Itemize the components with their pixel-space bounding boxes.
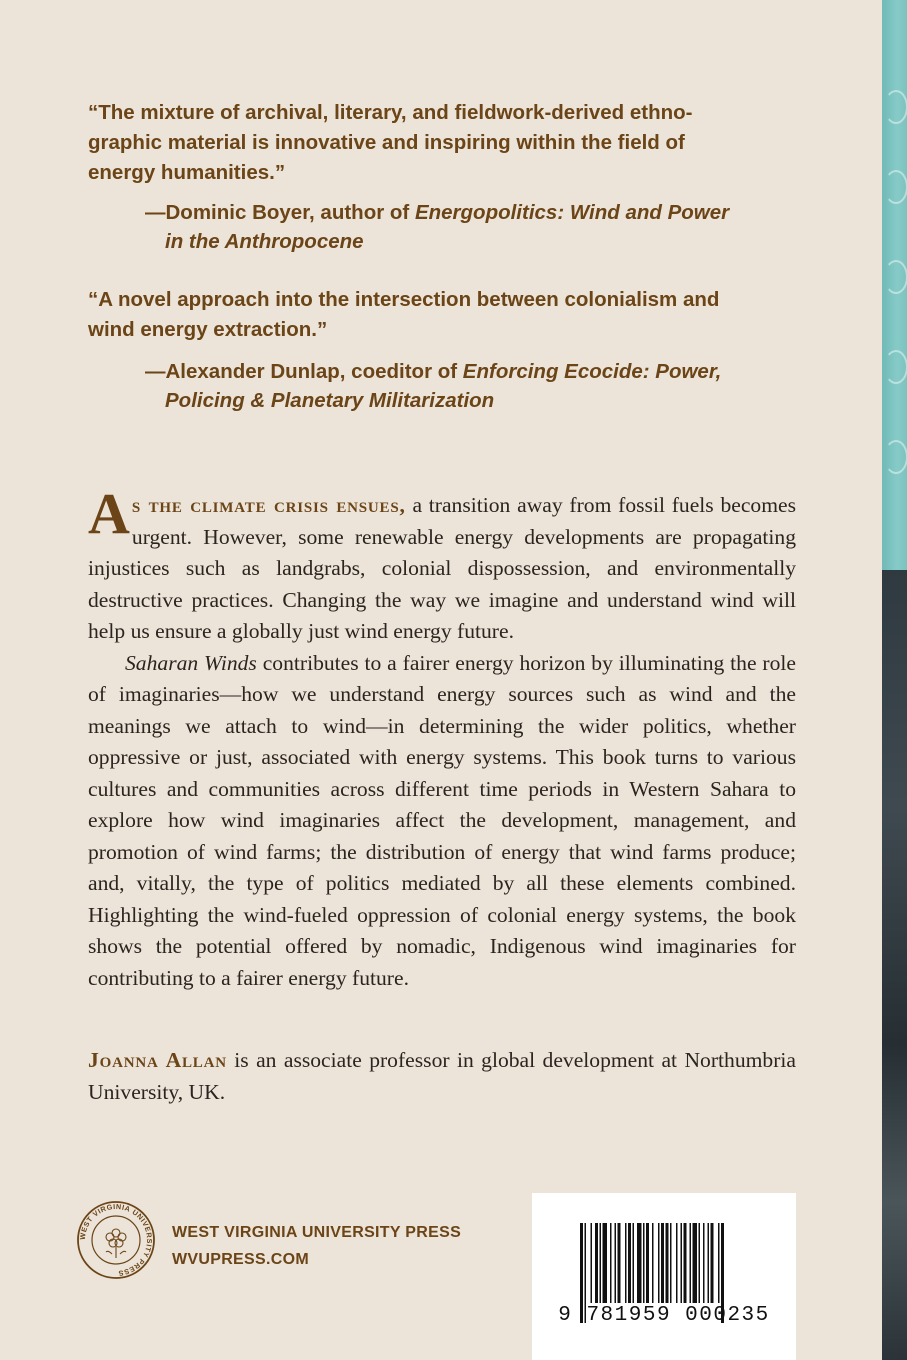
barcode-bar	[699, 1223, 701, 1303]
barcode-panel	[532, 1193, 796, 1360]
attribution-1-title-a: Energopolitics: Wind and Power	[414, 201, 730, 224]
isbn-number: 9 781959 000235	[558, 1304, 770, 1327]
quote-1-line-2: graphic material is innovative and inspiring within the field of	[88, 131, 685, 154]
description-paragraph-1-text: a transition away from fossil fuels becomes urgent. However, some renewable energy developments are propagating injustices such as landgrabs, colonial dispossession, and environmentally destructive practices. Changing the way we imagine and understand wind will help us ensure a globally just wind energy future.	[88, 493, 796, 643]
barcode-bar	[711, 1223, 714, 1303]
book-description	[88, 481, 796, 994]
quote-2-line-1: “A novel approach into the intersection between colonialism and	[88, 288, 720, 311]
description-lead-in: s the climate crisis ensues,	[131, 493, 406, 517]
barcode-bar	[615, 1223, 617, 1303]
endorsement-attribution-1	[145, 198, 785, 256]
barcode-bar	[666, 1223, 669, 1303]
author-name: Joanna Allan	[88, 1048, 227, 1072]
barcode-bar	[652, 1223, 654, 1303]
barcode-bar	[646, 1223, 649, 1303]
spine-teal-pattern	[882, 0, 907, 570]
barcode-bar	[718, 1223, 720, 1303]
book-title-inline: Saharan Winds	[125, 650, 257, 675]
barcode-bar	[676, 1223, 678, 1303]
description-paragraph-2	[88, 648, 796, 995]
description-paragraph-1	[88, 481, 796, 648]
endorsement-attribution-2	[145, 357, 785, 415]
barcode-bar	[693, 1223, 698, 1303]
barcode-bar	[610, 1223, 612, 1303]
barcode-bar	[661, 1223, 664, 1303]
barcode-bar	[618, 1223, 621, 1303]
barcode-bar	[591, 1223, 593, 1303]
quote-1-line-1: “The mixture of archival, literary, and fieldwork-derived ethno-	[88, 101, 693, 124]
quote-1-line-3: energy humanities.”	[88, 161, 286, 184]
attribution-1-title-b: in the Anthropocene	[165, 230, 364, 253]
seal-text: WEST VIRGINIA UNIVERSITY PRESS	[77, 1201, 155, 1278]
quote-2-line-2: wind energy extraction.”	[88, 318, 328, 341]
barcode-bar	[684, 1223, 687, 1303]
spine-edge	[882, 0, 907, 1360]
author-bio	[88, 1045, 796, 1108]
barcode-bar	[595, 1223, 598, 1303]
description-paragraph-2-text: contributes to a fairer energy horizon by illuminating the role of imaginaries—how we understand energy sources such as wind and the meanings we attach to wind—in determining the wider politics, whether oppressive or just, associated with energy systems. This book turns to various cultures and communities across different time periods in Western Sahara to explore how wind imaginaries affect the development, management, and promotion of wind farms; the distribution of energy that wind farms produce; and, vitally, the type of politics mediated by all these elements combined. Highlighting the wind-fueled oppression of colonial energy systems, the book shows the potential offered by nomadic, Indigenous wind imaginaries for contributing to a fairer energy future.	[88, 650, 796, 990]
barcode-bar	[658, 1223, 660, 1303]
publisher-url: WVUPRESS.COM	[172, 1251, 309, 1268]
attribution-1-prefix: —Dominic Boyer, author of	[145, 201, 415, 224]
barcode-bar	[625, 1223, 627, 1303]
barcode-bar	[628, 1223, 631, 1303]
attribution-2-title-b: Policing & Planetary Militarization	[165, 389, 495, 412]
endorsement-quote-1	[88, 98, 778, 188]
barcode-bar	[703, 1223, 705, 1303]
barcode-bar	[637, 1223, 642, 1303]
barcode-bar	[681, 1223, 683, 1303]
spine-dark-photo	[882, 570, 907, 1360]
publisher-info	[172, 1219, 461, 1273]
barcode-bar	[603, 1223, 608, 1303]
barcode-bar	[633, 1223, 635, 1303]
publisher-name: WEST VIRGINIA UNIVERSITY PRESS	[172, 1224, 462, 1241]
drop-cap: A	[88, 481, 130, 546]
endorsement-quote-2	[88, 285, 778, 345]
barcode-bar	[643, 1223, 645, 1303]
attribution-2-title-a: Enforcing Ecocide: Power,	[462, 360, 722, 383]
university-press-seal-icon	[76, 1200, 156, 1280]
author-bio-text: is an associate professor in global development at Northumbria University, UK.	[88, 1048, 796, 1104]
barcode-bar	[670, 1223, 672, 1303]
barcode-bar	[690, 1223, 692, 1303]
attribution-2-prefix: —Alexander Dunlap, coeditor of	[145, 360, 463, 383]
barcode-bar	[600, 1223, 602, 1303]
barcode-bar	[708, 1223, 710, 1303]
